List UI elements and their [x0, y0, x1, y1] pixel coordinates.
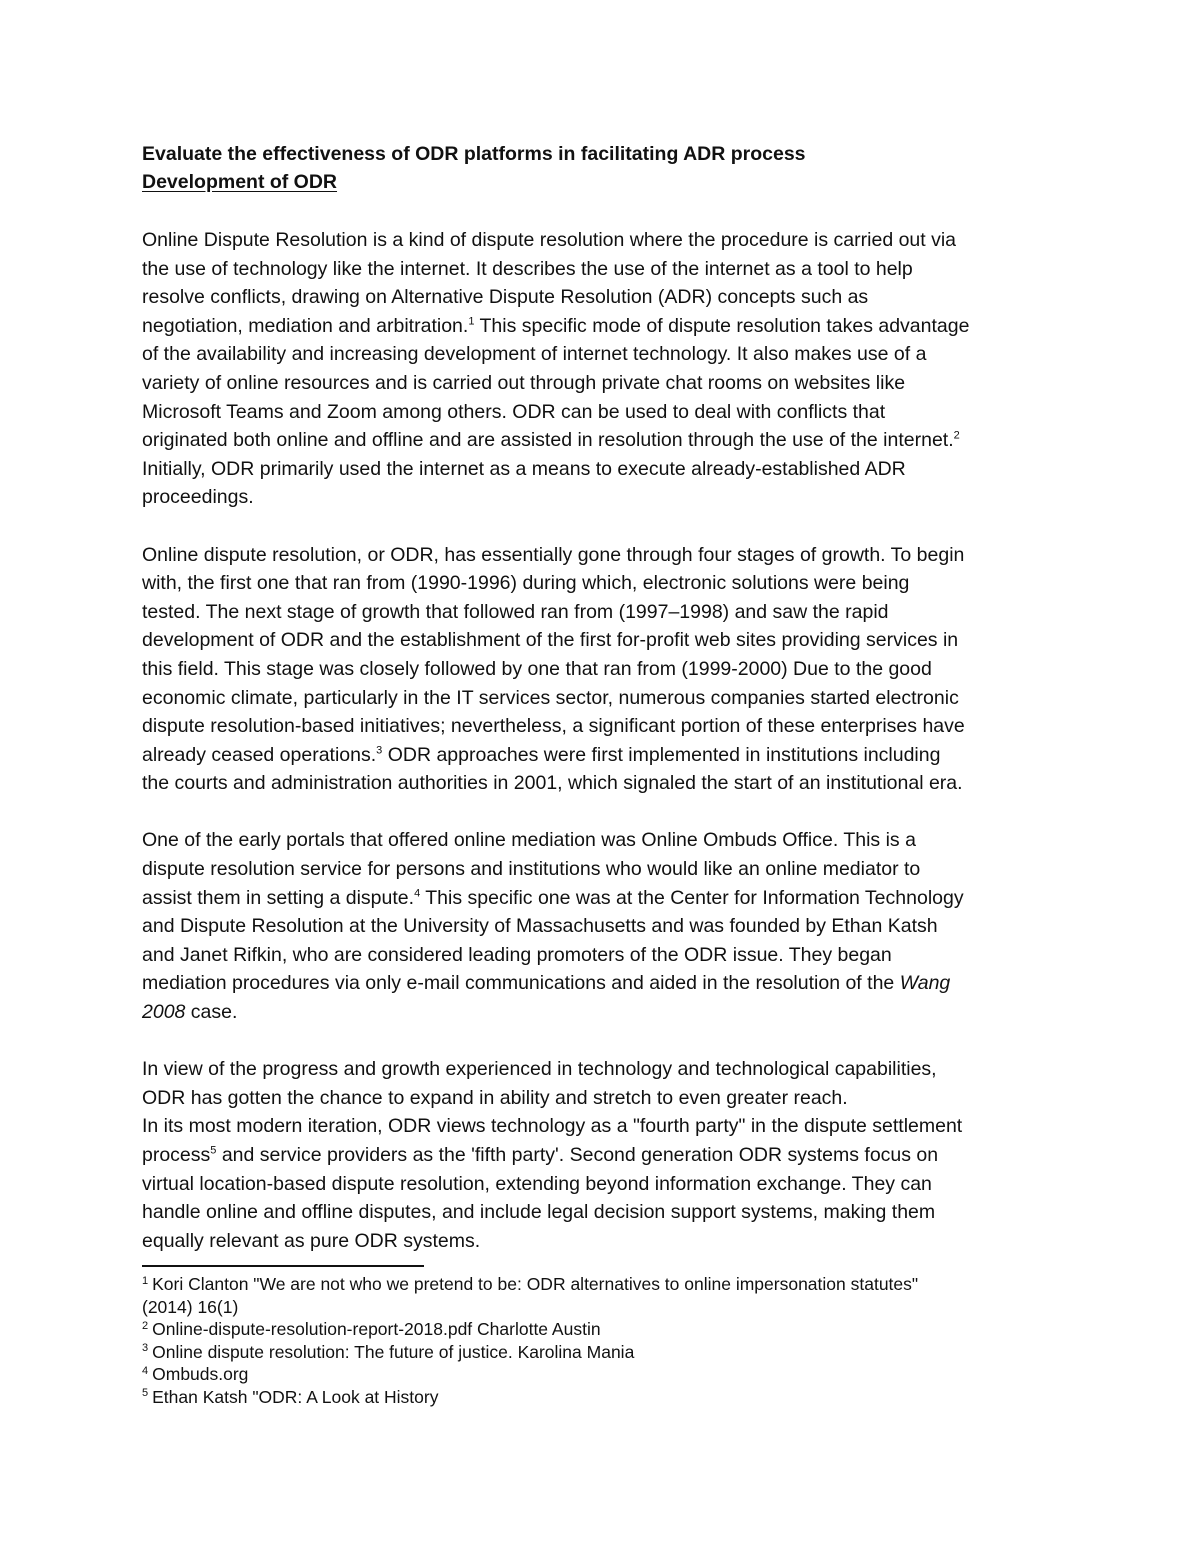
text-line: Online Dispute Resolution is a kind of dispute resolution where the procedure is carried out via: [142, 229, 957, 251]
text-line: Online dispute resolution, or ODR, has essentially gone through four stages of growth. To begin: [142, 543, 965, 566]
text-line: originated both online and offline and are assisted in resolution through the use of the internet.$^2$: [142, 429, 960, 452]
footnotes: [142, 1273, 1072, 1408]
footnote-number: 3: [142, 1342, 149, 1355]
text-line: this field. This stage was closely followed by one that ran from (1999-2000) Due to the good: [142, 657, 932, 680]
case-name: Wang: [899, 972, 951, 995]
footnote-text: Ombuds.org: [152, 1364, 249, 1385]
text-line: In view of the progress and growth experienced in technology and technological capabilities,: [142, 1058, 937, 1081]
paragraph-2: [142, 541, 1072, 798]
footnote-text: (2014) 16(1): [142, 1296, 239, 1317]
text-line: ODR has gotten the chance to expand in ability and stretch to even greater reach.: [142, 1086, 848, 1109]
text-line: process$^5$ and service providers as the 'fifth party'. Second generation ODR systems focus on: [142, 1144, 939, 1166]
footnote-ref[interactable]: 3: [376, 744, 383, 757]
text-line: economic climate, particularly in the IT services sector, numerous companies started electronic: [142, 686, 959, 709]
footnote-5: [142, 1386, 1072, 1409]
text-line: the use of technology like the internet. It describes the use of the internet as a tool to help: [142, 257, 913, 280]
text-line: equally relevant as pure ODR systems.: [142, 1229, 481, 1252]
paragraph-3: [142, 826, 1072, 1026]
text-line: In its most modern iteration, ODR views technology as a "fourth party" in the dispute settlement: [142, 1115, 963, 1138]
text-line: dispute resolution service for persons and institutions who would like an online mediator to: [142, 858, 921, 881]
text-line: and Dispute Resolution at the University of Massachusetts and was founded by Ethan Katsh: [142, 915, 938, 938]
text-line: proceedings.: [142, 486, 254, 509]
text-line: virtual location-based dispute resolution, extending beyond information exchange. They can: [142, 1172, 932, 1195]
document-page: [142, 140, 1072, 1408]
paragraph-1: [142, 226, 1072, 512]
paragraph-4: [142, 1055, 1072, 1255]
text-line: variety of online resources and is carried out through private chat rooms on websites like: [142, 371, 906, 394]
footnote-ref[interactable]: 5: [210, 1144, 217, 1157]
footnote-3: [142, 1341, 1072, 1364]
footnote-number: 5: [142, 1387, 149, 1400]
section-heading: Development of ODR: [142, 171, 338, 193]
text-line: resolve conflicts, drawing on Alternative Dispute Resolution (ADR) concepts such as: [142, 286, 869, 309]
footnote-text: Ethan Katsh "ODR: A Look at History: [152, 1386, 439, 1407]
text-line: development of ODR and the establishment of the first for-profit web sites providing services in: [142, 629, 959, 652]
document-title: Evaluate the effectiveness of ODR platforms in facilitating ADR process: [142, 143, 806, 165]
case-year: 2008: [142, 1001, 186, 1024]
text-line: and Janet Rifkin, who are considered leading promoters of the ODR issue. They began: [142, 943, 892, 966]
footnote-separator: [142, 1265, 424, 1267]
text-line: Microsoft Teams and Zoom among others. ODR can be used to deal with conflicts that: [142, 400, 886, 423]
text-line: 2008 case.: [142, 1001, 238, 1024]
footnote-text: Online-dispute-resolution-report-2018.pdf Charlotte Austin: [152, 1319, 601, 1340]
footnote-number: 1: [142, 1274, 149, 1287]
text-line: mediation procedures via only e-mail communications and aided in the resolution of the Wang: [142, 972, 951, 995]
footnote-2: [142, 1318, 1072, 1341]
text-line: the courts and administration authorities in 2001, which signaled the start of an institutional era.: [142, 772, 963, 795]
footnote-number: 4: [142, 1364, 149, 1377]
footnote-ref[interactable]: 4: [414, 887, 421, 900]
footnote-ref[interactable]: 2: [953, 429, 960, 442]
footnote-number: 2: [142, 1319, 149, 1332]
footnote-ref[interactable]: 1: [468, 315, 475, 328]
text-line: with, the first one that ran from (1990-1996) during which, electronic solutions were being: [142, 572, 910, 595]
text-line: assist them in setting a dispute.$^4$ This specific one was at the Center for Information Technology: [142, 886, 964, 909]
text-line: already ceased operations.$^3$ ODR approaches were first implemented in institutions including: [142, 743, 941, 766]
footnote-text: Online dispute resolution: The future of justice. Karolina Mania: [152, 1341, 635, 1362]
text-line: tested. The next stage of growth that followed ran from (1997–1998) and saw the rapid: [142, 600, 889, 623]
text-line: One of the early portals that offered online mediation was Online Ombuds Office. This is a: [142, 829, 916, 852]
text-line: dispute resolution-based initiatives; nevertheless, a significant portion of these enterprises have: [142, 715, 965, 738]
text-line: of the availability and increasing development of internet technology. It also makes use of a: [142, 343, 927, 366]
text-line: Initially, ODR primarily used the internet as a means to execute already-established ADR: [142, 457, 906, 480]
footnote-text: Kori Clanton "We are not who we pretend to be: ODR alternatives to online impersonation statutes": [152, 1274, 919, 1295]
footnote-1: [142, 1273, 1072, 1318]
footnote-4: [142, 1363, 1072, 1386]
text-line: negotiation, mediation and arbitration.$^1$ This specific mode of dispute resolution takes advantage: [142, 314, 970, 337]
text-line: handle online and offline disputes, and include legal decision support systems, making them: [142, 1201, 936, 1224]
